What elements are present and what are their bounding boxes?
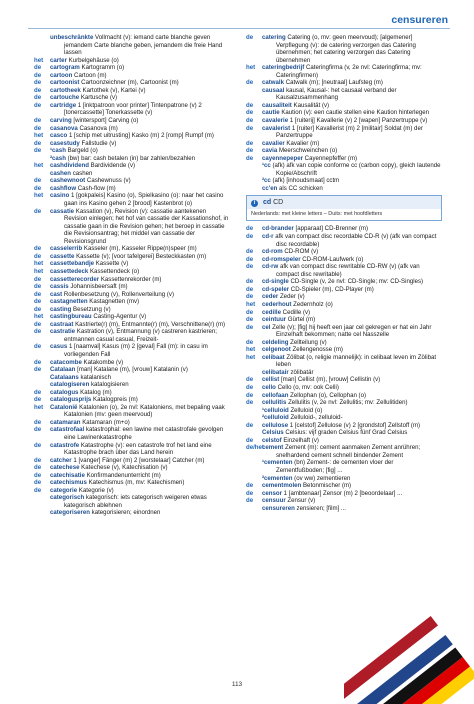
entry-text: castraat Kastrierte(r) (m), Entmannte(r) (m), Verschnittene(r) (m) [50, 320, 226, 328]
entry-article: de [34, 139, 42, 147]
entry-article: het [34, 260, 44, 268]
entry-text: cartridge 1 [inktpatroon voor printer] Tintenpatrone (v) 2 [tonercassette] Tonerkassette (v) [50, 101, 202, 117]
entry-article: de [34, 456, 42, 464]
entry-text: cc'en als CC schicken [262, 184, 323, 192]
entry-text: cartoon Cartoon (m) [50, 71, 107, 79]
entry-text: catwalk Catwalk (m); [neutraal] Laufsteg (m) [262, 79, 383, 87]
dictionary-entry [246, 155, 442, 163]
entry-article: het [246, 353, 256, 361]
entry-text: catastrofaal katastrophal: een lawine met catastrofale gevolgen eine Lawinenkatastrophe [50, 426, 224, 441]
entry-text: censureren zensieren; [film] ... [262, 504, 346, 512]
entry-text: catcher 1 [vanger] Fänger (m) 2 [worstelaar] Catcher (m) [50, 456, 205, 464]
entry-text: casino 1 [gokpaleis] Kasino (o), Spielkasino (o): naar het casino gaan ins Kasino gehen 2 [brood] Kastenbrot (o) [50, 192, 224, 208]
entry-text: Catalaan [man] Katalane (m), [vrouw] Katalanin (v) [50, 366, 188, 374]
entry-article: de [34, 245, 42, 253]
dictionary-entry [246, 475, 442, 483]
entry-text: cast Rollenbesetzung (v), Rollenverteilung (v) [50, 290, 174, 298]
entry-article: de [34, 86, 42, 94]
entry-text: carter Kurbelgehäuse (o) [50, 56, 119, 64]
entry-text: cedille Cedille (v) [262, 308, 311, 316]
entry-text: ²celluloid Zelluloid-, zelluloid- [262, 414, 343, 422]
entry-text: catering Catering (o, mv: geen meervoud); [algemener] Verpflegung (v): de catering verzorgen das Catering übernehmen; het catering verzorgen das Catering übernehmen [262, 34, 416, 64]
entry-text: ceder Zeder (v) [262, 293, 305, 301]
flag-stripes [344, 616, 474, 704]
dictionary-entry [246, 102, 442, 110]
entry-article: het [246, 346, 256, 354]
dictionary-entry [246, 64, 442, 79]
dictionary-entry [34, 125, 230, 133]
dictionary-entry [246, 444, 442, 459]
entry-text: cementmolen Betonmischer (m) [262, 482, 352, 490]
entry-article: de [34, 471, 42, 479]
entry-text: castingbureau Casting-Agentur (v) [50, 313, 147, 321]
entry-text: cateringbedrijf Cateringfirma (v, 2e nvl: Cateringfirma; mv: Cateringfirmen) [262, 64, 422, 79]
dictionary-entry [34, 192, 230, 207]
entry-article: de [246, 117, 254, 125]
entry-text: celgenoot Zellengenosse (m) [262, 346, 343, 354]
entry-article: de [246, 34, 254, 41]
entry-text: casco 1 [schip met uitrusting] Kasko (m) 2 [romp] Rumpf (m) [50, 132, 214, 140]
entry-text: catalogiseren katalogisieren [50, 381, 129, 389]
dictionary-entry [246, 437, 442, 445]
entry-article: de [246, 255, 254, 263]
entry-article: de [34, 283, 42, 291]
entry-article: de [246, 225, 254, 233]
entry-text: ²cc (afk) [inhoudsmaat] cctm [262, 177, 340, 185]
dictionary-entry [246, 79, 442, 87]
entry-article: het [34, 403, 44, 411]
entry-text: cashdividend Bardividende (v) [50, 162, 136, 170]
dictionary-entry [34, 87, 230, 95]
info-box-title: cd [262, 199, 272, 207]
entry-text: cement Zement (m): cement aanmaken Zement anrühren; snelhardend cement schnell bindender Zement [262, 444, 421, 459]
entry-article: het [34, 267, 44, 275]
entry-article: de [246, 278, 254, 286]
entry-article: het [34, 132, 44, 140]
entry-article: de [246, 391, 254, 399]
dictionary-entry [246, 117, 442, 125]
dictionary-entry [34, 487, 230, 495]
dictionary-entry [34, 245, 230, 253]
entry-article: de [34, 79, 42, 87]
info-box-title-extra: CD [273, 199, 284, 207]
dictionary-entry [34, 464, 230, 472]
dictionary-entry [246, 497, 442, 505]
dictionary-entry [34, 306, 230, 314]
entry-text: cavalier Kavalier (m) [262, 139, 320, 147]
entry-article: de [246, 399, 254, 407]
entry-text: catechisatie Konfirmandenunterricht (m) [50, 471, 161, 479]
entry-text: cartoonist Cartoonzeichner (m), Cartoonist (m) [50, 79, 179, 87]
dictionary-entry [246, 354, 442, 369]
entry-article: de [34, 328, 42, 336]
entry-text: casselerrib Kasseler (m), Kasseler Rippe(n)speer (m) [50, 245, 197, 253]
entry-text: casus 1 [naamval] Kasus (m) 2 [geval] Fall (m): in casu im vorliegenden Fall [50, 343, 208, 358]
entry-article: de [34, 426, 42, 434]
page-number: 113 [231, 681, 243, 688]
entry-text: catalogusprijs Katalogpreis (m) [50, 396, 138, 404]
entry-article: de [246, 109, 254, 117]
dictionary-entry [34, 79, 230, 87]
dictionary-entry [34, 366, 230, 374]
dictionary-entry [34, 132, 230, 140]
entry-article: de [34, 441, 42, 449]
entry-article: de [34, 94, 42, 102]
entry-article: de [246, 293, 254, 301]
entry-text: catechese Katechese (v), Katechisation (v) [50, 464, 168, 472]
dictionary-entry [246, 301, 442, 309]
dictionary-entry [246, 369, 442, 377]
entry-article: de [246, 263, 254, 271]
entry-text: cd-rw afk van compact disc rewritable CD-RW (v) (afk van compact disc rewritable) [262, 263, 420, 278]
dictionary-entry [246, 376, 442, 384]
entry-article: de [34, 396, 42, 404]
entry-text: cd-speler CD-Spieler (m), CD-Player (m) [262, 285, 374, 293]
entry-article: de [246, 147, 254, 155]
dictionary-entry [34, 57, 230, 65]
entry-article: het [34, 313, 44, 321]
entry-text: unbeschränkte Vollmacht (v): iemand carte blanche geven jemandem Carte blanche geben, jemandem die freie Hand lassen [50, 34, 223, 57]
entry-article: het [246, 64, 256, 72]
entry-text: categorisch kategorisch: iets categorisch weigeren etwas kategorisch ablehnen [50, 494, 207, 509]
dictionary-entry [34, 283, 230, 291]
entry-article: de [34, 418, 42, 426]
dictionary-entry [34, 321, 230, 329]
dictionary-entry [34, 177, 230, 185]
dictionary-entry [246, 185, 442, 193]
entry-article: de [34, 305, 42, 313]
entry-text: cavalerie 1 [ruiterij] Kavallerie (v) 2 [wapen] Panzertruppe (v) [262, 117, 428, 125]
dictionary-entry [34, 426, 230, 441]
entry-article: de [34, 117, 42, 125]
dictionary-entry [34, 276, 230, 284]
entry-text: cellist [man] Cellist (m), [vrouw] Cellistin (v) [262, 376, 381, 384]
dictionary-entry [246, 414, 442, 422]
dictionary-entry [34, 140, 230, 148]
entry-text: cassette Kassette (v); [voor tafelgerei] Besteckkasten (m) [50, 252, 207, 260]
entry-article: de [34, 290, 42, 298]
dictionary-entry [246, 429, 442, 437]
dictionary-entry [246, 256, 442, 264]
dictionary-entry [34, 328, 230, 343]
entry-text: categoriseren kategorisieren; einordnen [50, 509, 161, 517]
entry-article: het [246, 300, 256, 308]
dictionary-entry [34, 313, 230, 321]
entry-text: catamaran Katamaran (m+o) [50, 418, 130, 426]
dictionary-entry [246, 286, 442, 294]
entry-article: de [34, 177, 42, 185]
dictionary-entry [246, 346, 442, 354]
dictionary-entry [34, 343, 230, 358]
entry-text: categorie Kategorie (v) [50, 486, 114, 494]
entry-article: de [34, 184, 42, 192]
dictionary-entry [34, 509, 230, 517]
entry-text: censor 1 [ambtenaar] Zensor (m) 2 [beoordelaar] ... [262, 489, 403, 497]
dictionary-entry [246, 459, 442, 474]
entry-article: de [246, 497, 254, 505]
left-column [34, 34, 230, 517]
entry-article: de [34, 486, 42, 494]
entry-text: catastrofe Katastrophe (v): een catastrofe trof het land eine Katastrophe brach über das Land herein [50, 441, 212, 457]
entry-text: cd-rom CD-ROM (v) [262, 248, 319, 256]
entry-text: ²cash (bw) bar: cash betalen (in) bar zahlen/bezahlen [50, 154, 195, 162]
dictionary-entry [246, 407, 442, 415]
entry-article: de [34, 479, 42, 487]
entry-article: de [34, 71, 42, 79]
dictionary-entry [34, 34, 230, 57]
dictionary-entry [246, 422, 442, 430]
entry-article: de [246, 308, 254, 316]
dictionary-entry [246, 233, 442, 248]
entry-text: cashflow Cash-flow (m) [50, 184, 116, 192]
entry-text: Catalonië Katalonien (o), 2e nvl: Kataloniens, met bepaling vaak Katalonien (mv: geen meervoud) [50, 403, 225, 419]
info-box-header [247, 196, 441, 209]
dictionary-entry [34, 396, 230, 404]
language-flags-decoration [344, 554, 474, 704]
entry-text: ceintuur Gürtel (m) [262, 316, 316, 324]
dictionary-entry [34, 147, 230, 155]
entry-article: de [246, 124, 254, 132]
entry-text: cello Cello (o, mv: ook Celli) [262, 383, 339, 391]
dictionary-entry [34, 359, 230, 367]
dictionary-entry [246, 140, 442, 148]
dictionary-entry [34, 185, 230, 193]
entry-article: de [34, 252, 42, 260]
info-icon: i [251, 200, 258, 207]
dictionary-entry [34, 419, 230, 427]
entry-article: de [246, 233, 254, 241]
dictionary-entry [34, 64, 230, 72]
entry-article: de [246, 323, 254, 331]
dictionary-entry [246, 278, 442, 286]
right-column [246, 34, 442, 512]
right-column-bottom [246, 225, 442, 512]
entry-text: cd-r afk van compact disc recordable CD-R (v) (afk van compact disc recordable) [262, 233, 437, 248]
dictionary-entry [246, 482, 442, 490]
entry-text: cavia Meerschweinchen (o) [262, 147, 338, 155]
entry-text: cartotheek Kartothek (v), Kartei (v) [50, 86, 146, 94]
dictionary-entry [246, 147, 442, 155]
dictionary-entry [246, 339, 442, 347]
dictionary-entry [34, 457, 230, 465]
dictionary-entry [34, 102, 230, 117]
entry-text: cashewnoot Cashewnuss (v) [50, 177, 131, 185]
entry-article: de/het [246, 444, 264, 452]
entry-article: de [246, 436, 254, 444]
entry-article: de [246, 338, 254, 346]
dictionary-entry [246, 162, 442, 177]
entry-text: Catalaans katalanisch [50, 373, 111, 381]
dictionary-entry [34, 94, 230, 102]
entry-article: de [34, 124, 42, 132]
entry-text: cashen cashen [50, 169, 93, 177]
dictionary-entry [34, 268, 230, 276]
entry-text: cavalerist 1 [ruiter] Kavallerist (m) 2 [militair] Soldat (m) der Panzertruppe [262, 124, 423, 140]
dictionary-entry [246, 490, 442, 498]
entry-text: casestudy Fallstudie (v) [50, 139, 117, 147]
entry-text: casting Besetzung (v) [50, 305, 111, 313]
dictionary-entry [34, 72, 230, 80]
entry-article: de [246, 376, 254, 384]
dictionary-entry [246, 505, 442, 513]
dictionary-entry [246, 263, 442, 278]
dictionary-entry [34, 291, 230, 299]
entry-text: castratie Kastration (v), Entmannung (v) castreren kastrieren; entmannen casual casual, Freizeit- [50, 328, 217, 343]
entry-text: causaal kausal, Kausal-: het causaal verband der Kausalzusammenhang [262, 86, 397, 102]
entry-text: ¹cc (afk) afk van copie conforme cc (carbon copy), gleich lautende Kopie/Abschrift [262, 162, 441, 177]
entry-text: cederhout Zedernholz (o) [262, 300, 333, 308]
entry-article: de [34, 207, 42, 215]
dictionary-entry [246, 392, 442, 400]
entry-text: celdeling Zellteilung (v) [262, 338, 327, 346]
entry-article: het [34, 192, 44, 200]
dictionary-entry [34, 298, 230, 306]
dictionary-entry [34, 208, 230, 246]
dictionary-entry [246, 384, 442, 392]
entry-article: de [34, 64, 42, 72]
entry-text: casanova Casanova (m) [50, 124, 118, 132]
entry-text: ²cementen (ov ww) zementieren [262, 474, 351, 482]
entry-text: cassatie Kassation (v), Revision (v): cassatie aantekenen Revision einlegen; het hof van cassatie der Kassationshof, in cassatie gaan in die Revision gehen; het beroep in cassatie die Revisionsantrag; het middel van cassatie der Revisionsgrund [50, 207, 229, 245]
entry-text: carving [wintersport] Carving (o) [50, 117, 139, 125]
entry-text: catalogus Katalog (m) [50, 388, 112, 396]
entry-text: cd-romspeler CD-ROM-Laufwerk (o) [262, 255, 364, 263]
entry-text: cassetterecorder Kassettenrekorder (m) [50, 275, 162, 283]
dictionary-entry [34, 442, 230, 457]
entry-text: Celsius Celsius: vijf graden Celsius fünf Grad Celsius [262, 429, 408, 437]
dictionary-entry [34, 374, 230, 382]
entry-article: de [34, 366, 42, 374]
entry-text: castagnetten Kastagnetten (mv) [50, 298, 140, 306]
entry-text: ¹cementen (bn) Zement-: de cementen vloer der Zementfußboden; [fig] ... [262, 459, 394, 474]
info-box [246, 195, 442, 221]
dictionary-entry [246, 324, 442, 339]
entry-text: cel Zelle (v); [fig] hij heeft een jaar cel gekregen er hat ein Jahr Einzelhaft bekommen; natte cel Nasszelle [262, 323, 432, 339]
entry-article: de [246, 248, 254, 256]
entry-article: de [246, 154, 254, 162]
entry-text: cd-single CD-Single (v, 2e nvl: CD-Single; mv: CD-Singles) [262, 278, 424, 286]
entry-article: de [34, 343, 42, 351]
dictionary-entry [34, 389, 230, 397]
entry-text: cayennepeper Cayennepfeffer (m) [262, 154, 358, 162]
entry-article: de [34, 358, 42, 366]
entry-article: de [246, 139, 254, 147]
entry-text: cautie Kaution (v): een cautie stellen eine Kaution hinterlegen [262, 109, 430, 117]
dictionary-entry [246, 34, 442, 64]
entry-article: de [34, 101, 42, 109]
entry-text: catacombe Katakombe (v) [50, 358, 124, 366]
dictionary-entry [34, 260, 230, 268]
dictionary-entry [34, 162, 230, 170]
dictionary-entry [246, 309, 442, 317]
dictionary-entry [246, 248, 442, 256]
entry-article: de [34, 147, 42, 155]
info-box-body: Nederlands: met kleine letters – Duits: met hoofdletters [251, 211, 383, 218]
entry-text: cartogram Kartogramm (o) [50, 64, 125, 72]
dictionary-entry [246, 177, 442, 185]
dictionary-entry [34, 404, 230, 419]
right-column-top [246, 34, 442, 192]
dictionary-entry [34, 381, 230, 389]
entry-article: de [34, 464, 42, 472]
entry-article: de [246, 383, 254, 391]
dictionary-entry [246, 125, 442, 140]
entry-text: causaliteit Kausalität (v) [262, 101, 330, 109]
entry-text: cassis Johannisbeersaft (m) [50, 283, 128, 291]
entry-text: celibaat Zölibat (o, religie mannelijk): in celibaat leven im Zölibat leben [262, 353, 437, 369]
page-header-word: censureren [391, 14, 448, 26]
entry-article: de [246, 285, 254, 293]
dictionary-entry [34, 155, 230, 163]
entry-text: cd-brander [apparaat] CD-Brenner (m) [262, 225, 369, 233]
entry-text: censuur Zensur (v) [262, 497, 316, 505]
entry-text: celstof Einzelhaft (v) [262, 436, 319, 444]
header-rule [28, 28, 450, 29]
entry-text: ¹celluloid Zelluloid (o) [262, 406, 323, 414]
dictionary-entry [34, 253, 230, 261]
dictionary-entry [34, 472, 230, 480]
entry-article: de [34, 320, 42, 328]
entry-text: cassettebandje Kassette (v) [50, 260, 129, 268]
entry-text: celibatair zölibatär [262, 368, 314, 376]
entry-text: cellulitis Zellulitis (v, 2e nvl: Zellulitis; mv: Zellulitiden) [262, 399, 408, 407]
entry-article: het [34, 162, 44, 170]
entry-text: cassettedeck Kassettendeck (o) [50, 267, 140, 275]
dictionary-entry [246, 109, 442, 117]
dictionary-entry [34, 117, 230, 125]
entry-article: de [246, 79, 254, 87]
entry-article: de [246, 489, 254, 497]
dictionary-entry [246, 225, 442, 233]
entry-article: de [246, 421, 254, 429]
entry-text: cartouche Kartusche (v) [50, 94, 118, 102]
entry-article: de [34, 298, 42, 306]
entry-article: de [246, 101, 254, 109]
dictionary-entry [34, 479, 230, 487]
dictionary-entry [246, 399, 442, 407]
entry-article: het [34, 56, 44, 64]
dictionary-entry [34, 494, 230, 509]
dictionary-entry [34, 170, 230, 178]
dictionary-entry [246, 293, 442, 301]
entry-article: de [34, 388, 42, 396]
entry-article: de [246, 316, 254, 324]
entry-text: catechismus Katechismus (m, mv: Katechismen) [50, 479, 185, 487]
entry-article: de [246, 482, 254, 490]
entry-text: cellulose 1 [celstof] Zellulose (v) 2 [grondstof] Zellstoff (m) [262, 421, 421, 429]
entry-article: de [34, 275, 42, 283]
dictionary-entry [246, 316, 442, 324]
entry-text: ¹cash Bargeld (o) [50, 147, 98, 155]
entry-text: cellofaan Zellophan (o), Cellophan (o) [262, 391, 366, 399]
dictionary-entry [246, 87, 442, 102]
